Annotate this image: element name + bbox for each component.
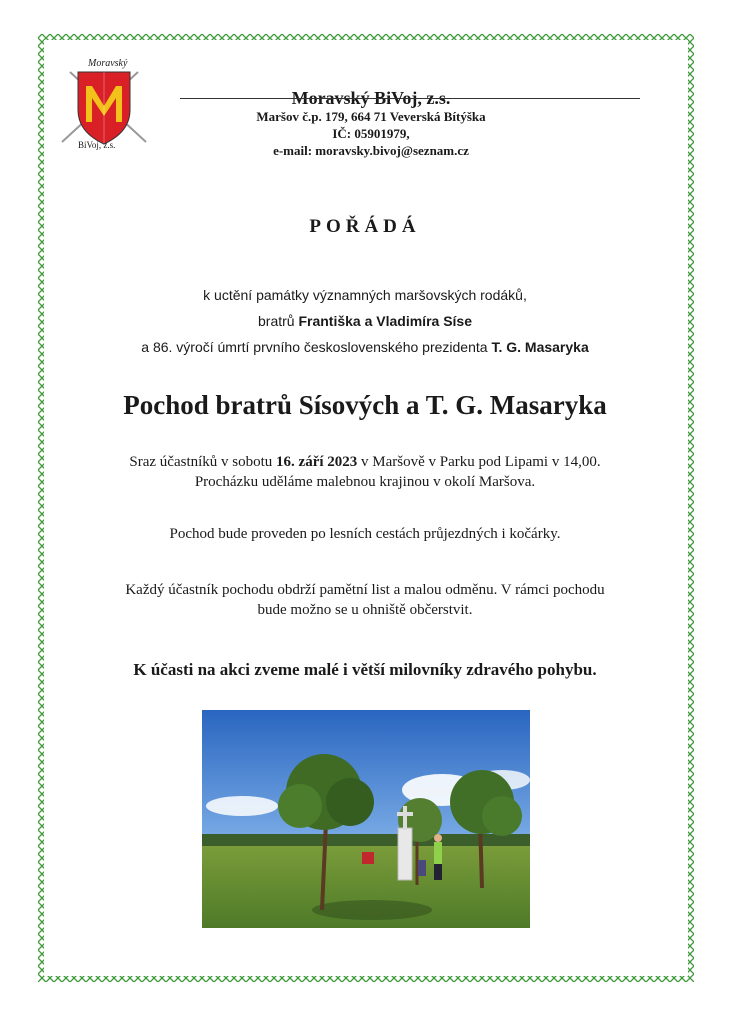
header-rule [180, 98, 640, 99]
letterhead [58, 58, 658, 158]
heading: POŘÁDÁ [309, 216, 421, 237]
org-email: e-mail: moravsky.bivoj@seznam.cz [273, 143, 469, 158]
reward-info [40, 580, 690, 620]
event-photo [202, 710, 530, 928]
reward-line-2: bude možno se u ohniště občerstvit. [257, 602, 473, 618]
logo-top-text: Moravský [88, 58, 128, 69]
meeting-info [40, 452, 690, 492]
shield-icon [58, 66, 150, 146]
org-name: Moravský BiVoj, z.s. [291, 88, 451, 108]
intro-text [40, 282, 690, 360]
invitation: K účasti na akci zveme malé i větší milovníky zdravého pohybu. [133, 660, 597, 679]
org-address: Maršov č.p. 179, 664 71 Veverská Bítýška [256, 109, 486, 124]
event-title: Pochod bratrů Sísových a T. G. Masaryka [123, 390, 607, 420]
intro-line-3: a 86. výročí úmrtí prvního československého prezidenta T. G. Masaryka [141, 339, 589, 355]
meeting-line-2: Procházku uděláme malebnou krajinou v okolí Maršova. [194, 474, 536, 490]
reward-line-1: Každý účastník pochodu obdrží pamětní list a malou odměnu. V rámci pochodu [125, 582, 605, 598]
meeting-line-1: Sraz účastníků v sobotu 16. září 2023 v Maršově v Parku pod Lipami v 14,00. [129, 454, 601, 470]
org-ic: IČ: 05901979, [332, 126, 410, 141]
org-logo [58, 58, 150, 154]
intro-line-2: bratrů Františka a Vladimíra Síse [258, 313, 472, 329]
intro-line-1: k uctění památky významných maršovských rodáků, [203, 287, 527, 303]
route-info: Pochod bude proveden po lesních cestách průjezdných i kočárky. [169, 526, 561, 542]
logo-bottom-text: BiVoj, z.s. [78, 140, 116, 150]
